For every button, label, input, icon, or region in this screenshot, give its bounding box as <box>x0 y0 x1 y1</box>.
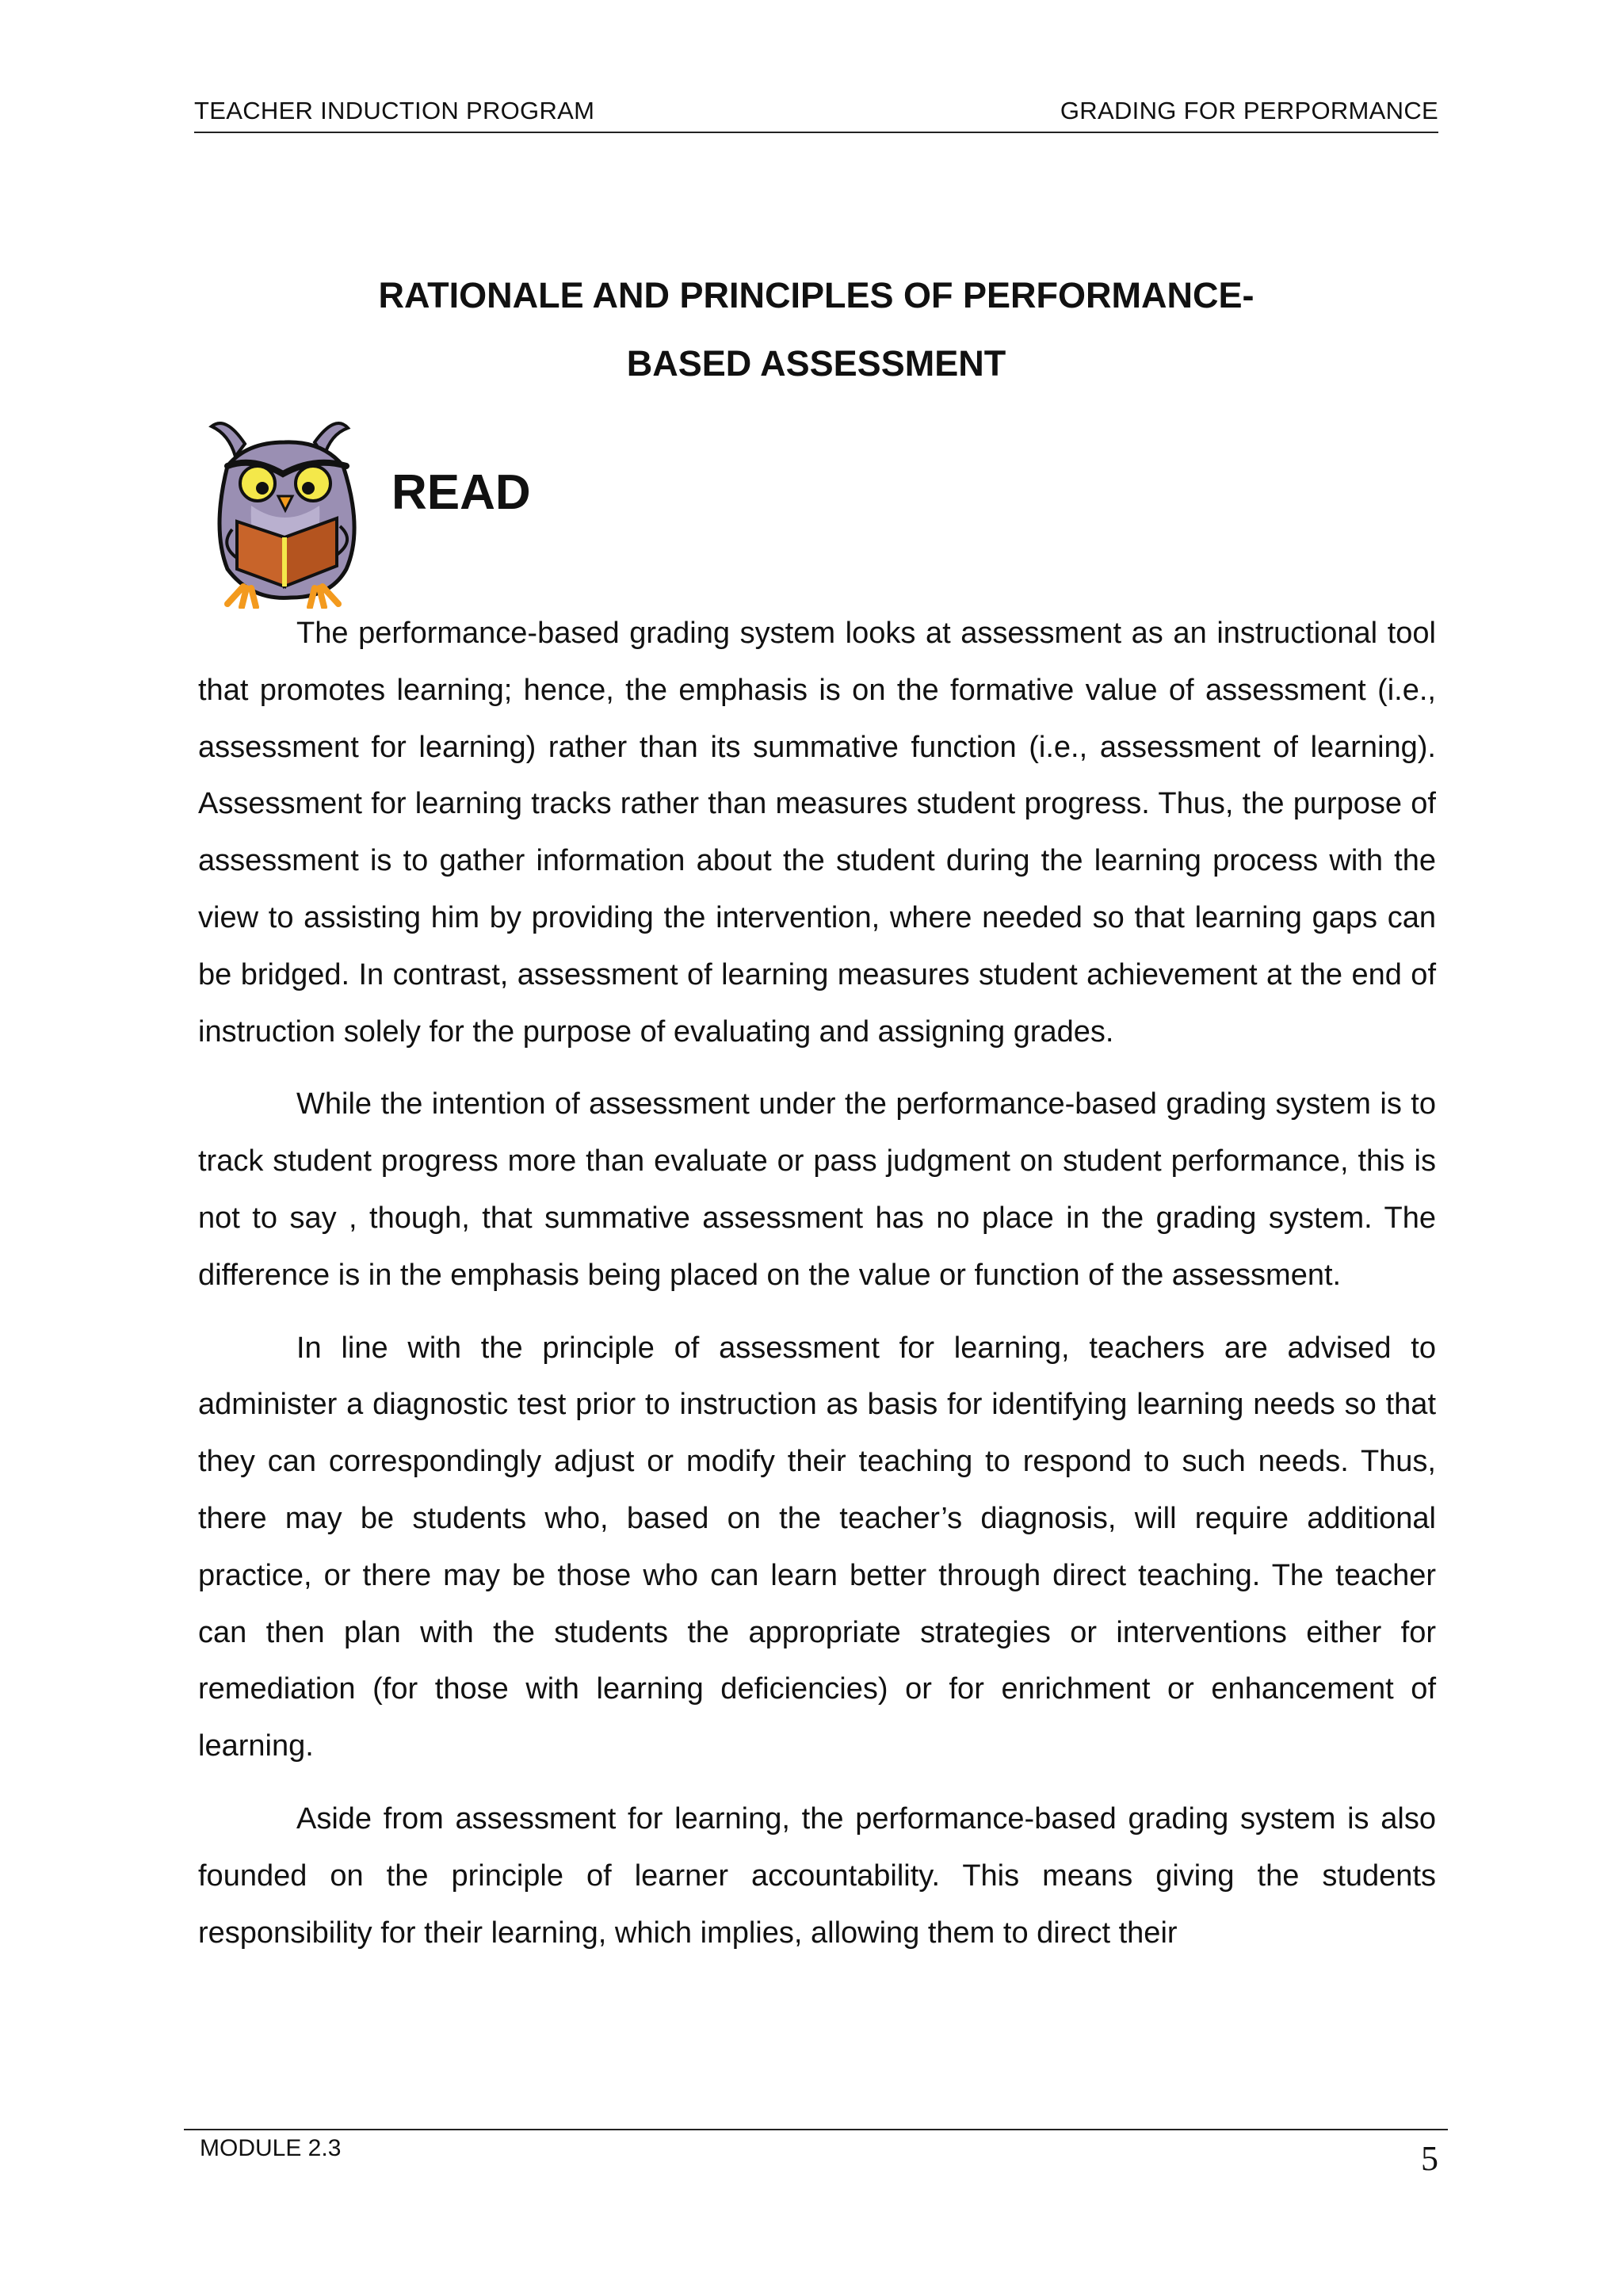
paragraph-1: The performance-based grading system looks at assessment as an instructional tool that promotes learning; hence, the emphasis is on the formative value of assessment (i.e., assessment for learning) rather than its summative function (i.e., assessment of learning). Assessment for learning tracks rather than measures student progress. Thus, the purpose of assessment is to gather information about the student during the learning process with the view to assisting him by providing the intervention, where needed so that learning gaps can be bridged. In contrast, assessment of learning measures student achievement at the end of instruction solely for the purpose of evaluating and assigning grades. <box>198 617 1436 1049</box>
page-footer <box>184 2129 1448 2178</box>
page-number: 5 <box>1421 2139 1438 2178</box>
section-title-line-1: RATIONALE AND PRINCIPLES OF PERFORMANCE- <box>378 275 1254 315</box>
paragraph-4: Aside from assessment for learning, the performance-based grading system is also founded on the principle of learner accountability. This means giving the students responsibility for their learning, which implies, allowing them to direct their <box>198 1801 1436 1950</box>
body-text <box>198 606 1436 1977</box>
section-title <box>194 262 1438 398</box>
paragraph-3: In line with the principle of assessment for learning, teachers are advised to administer a diagnostic test prior to instruction as basis for identifying learning needs so that they can correspondingly adjust or modify their teaching to respond to such needs. Thus, there may be students who, based on the teacher’s diagnosis, will require additional practice, or there may be those who can learn better through direct teaching. The teacher can then plan with the students the appropriate strategies or interventions either for remediation (for those with learning deficiencies) or for enrichment or enhancement of learning. <box>198 1331 1436 1763</box>
section-label-read: READ <box>391 465 531 520</box>
header-module-title: GRADING FOR PERPORMANCE <box>1060 97 1438 124</box>
header-program-title: TEACHER INDUCTION PROGRAM <box>194 97 595 124</box>
page-header <box>194 97 1438 133</box>
owl-reading-book-icon <box>196 411 384 609</box>
section-title-line-2: BASED ASSESSMENT <box>626 343 1006 384</box>
footer-module-label: MODULE 2.3 <box>200 2135 342 2161</box>
paragraph-2: While the intention of assessment under the performance-based grading system is to track student progress more than evaluate or pass judgment on student performance, this is not to say , though, that summative assessment has no place in the grading system. The difference is in the emphasis being placed on the value or function of the assessment. <box>198 1087 1436 1292</box>
